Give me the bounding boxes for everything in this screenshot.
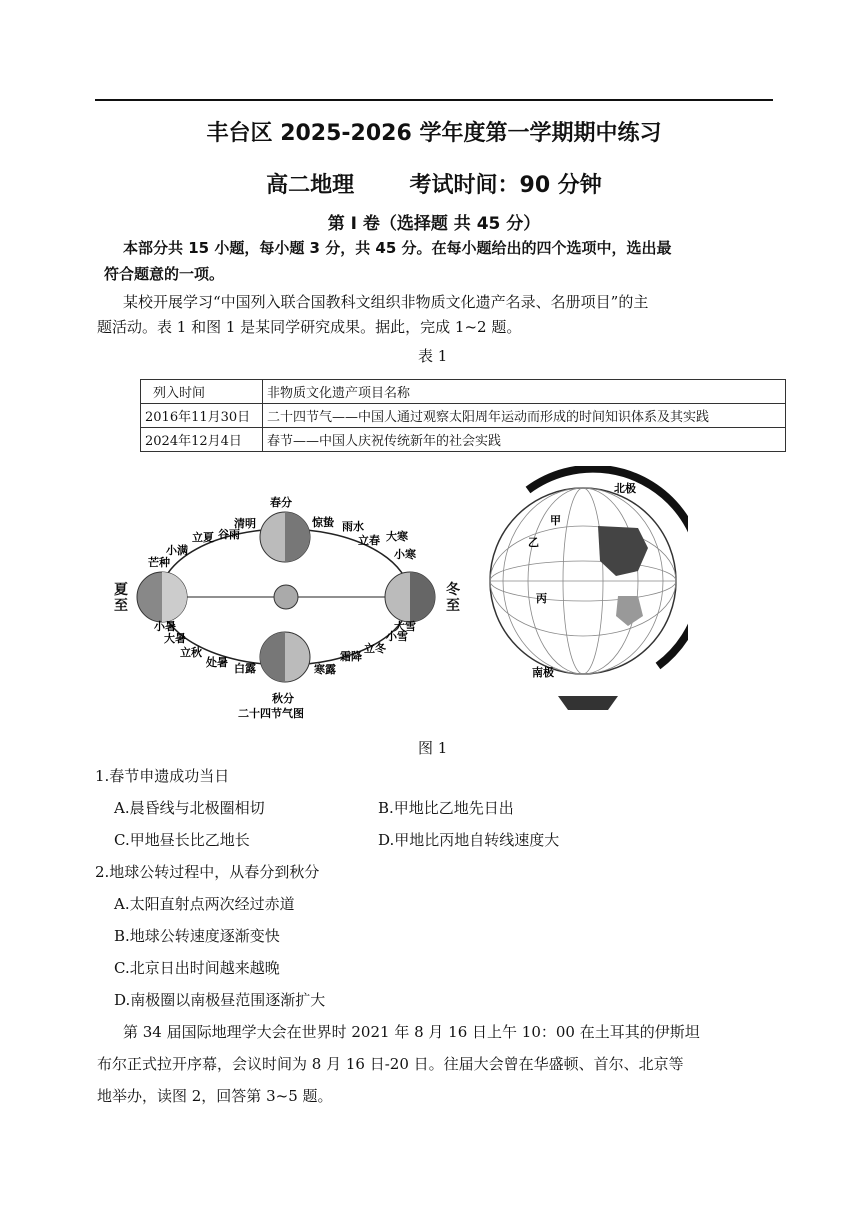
figure-caption: 图 1: [418, 739, 448, 757]
section-heading: 第 I 卷（选择题 共 45 分）: [327, 214, 541, 234]
term-qiufen: 秋分: [272, 692, 294, 705]
table-header-cell: 非物质文化遗产项目名称: [263, 380, 786, 404]
table-cell: 二十四节气——中国人通过观察太阳周年运动而形成的时间知识体系及其实践: [263, 404, 786, 428]
term-xiaoxue: 小雪: [386, 630, 408, 643]
question-1-option-a[interactable]: A.晨昏线与北极圈相切: [114, 799, 265, 817]
question-2-stem: 2.地球公转过程中，从春分到秋分: [95, 863, 320, 881]
question-1-stem: 1.春节申遗成功当日: [95, 767, 230, 785]
term-chunfen: 春分: [270, 496, 292, 509]
term-liqiu: 立秋: [180, 646, 202, 659]
earth-summer-solstice-icon: [137, 572, 187, 622]
earth-spring-equinox-icon: [260, 512, 310, 562]
table-header-cell: 列入时间: [141, 380, 263, 404]
exam-title: 丰台区 2025-2026 学年度第一学期期中练习: [206, 121, 662, 146]
header-rule: [95, 99, 773, 101]
table-cell: 2016年11月30日: [141, 404, 263, 428]
question-1-option-c[interactable]: C.甲地昼长比乙地长: [114, 831, 250, 849]
question-2-option-d[interactable]: D.南极圈以南极昼范围逐渐扩大: [114, 991, 326, 1009]
intro-line-2: 题活动。表 1 和图 1 是某同学研究成果。据此，完成 1~2 题。: [97, 318, 522, 336]
table-cell: 春节——中国人庆祝传统新年的社会实践: [263, 428, 786, 452]
exam-duration: 考试时间：90 分钟: [409, 173, 602, 198]
globe-stand: [558, 696, 618, 710]
earth-winter-solstice-icon: [385, 572, 435, 622]
term-hanlu: 寒露: [314, 663, 336, 676]
globe-north-label: 北极: [614, 482, 636, 495]
question-2-option-c[interactable]: C.北京日出时间越来越晚: [114, 959, 280, 977]
sun-icon: [274, 585, 298, 609]
term-shuangjiang: 霜降: [340, 650, 362, 663]
term-guyu: 谷雨: [218, 528, 240, 541]
passage-line-1: 第 34 届国际地理学大会在世界时 2021 年 8 月 16 日上午 10：00 在土耳其的伊斯坦: [123, 1023, 700, 1041]
question-1-option-d[interactable]: D.甲地比丙地自转线速度大: [378, 831, 560, 849]
term-xiaohan: 小寒: [394, 548, 416, 561]
table-caption: 表 1: [418, 347, 448, 365]
heritage-table: [140, 379, 786, 452]
table-row: [141, 404, 786, 428]
term-xiaoshu: 小暑: [154, 620, 176, 633]
term-chushu: 处暑: [206, 656, 228, 669]
subject-label: 高二地理: [266, 173, 355, 198]
question-1-option-b[interactable]: B.甲地比乙地先日出: [378, 799, 514, 817]
term-bailu: 白露: [234, 662, 256, 675]
globe-diagram: [488, 466, 688, 722]
question-2-option-b[interactable]: B.地球公转速度逐渐变快: [114, 927, 280, 945]
table-cell: 2024年12月4日: [141, 428, 263, 452]
term-xiaoman: 小满: [166, 544, 188, 557]
globe-yi-label: 乙: [528, 536, 539, 549]
term-daxue: 大雪: [394, 620, 416, 633]
term-lidong: 立冬: [364, 642, 386, 655]
term-jingzhe: 惊蛰: [312, 516, 334, 529]
question-2-option-a[interactable]: A.太阳直射点两次经过赤道: [114, 895, 295, 913]
earth-autumn-equinox-icon: [260, 632, 310, 682]
term-lichun: 立春: [358, 534, 380, 547]
table-header-row: [141, 380, 786, 404]
orbit-title: 二十四节气图: [238, 707, 304, 720]
globe-bing-label: 丙: [536, 592, 547, 605]
instruction-line-2: 符合题意的一项。: [104, 265, 225, 283]
term-qingming: 清明: [234, 517, 256, 530]
term-mangzhong: 芒种: [148, 556, 170, 569]
instruction-line-1: 本部分共 15 小题，每小题 3 分，共 45 分。在每小题给出的四个选项中，选出最: [123, 239, 672, 257]
solar-terms-orbit-diagram: [110, 470, 480, 730]
table-row: [141, 428, 786, 452]
passage-line-2: 布尔正式拉开序幕，会议时间为 8 月 16 日-20 日。往届大会曾在华盛顿、首尔、北京等: [97, 1055, 684, 1073]
exam-subtitle: [0, 168, 868, 199]
intro-line-1: 某校开展学习“中国列入联合国教科文组织非物质文化遗产名录、名册项目”的主: [123, 293, 649, 311]
term-lixia: 立夏: [192, 531, 214, 544]
globe-jia-label: 甲: [550, 514, 561, 527]
globe-south-label: 南极: [532, 666, 554, 679]
term-xiazhi-label: 夏 至: [114, 582, 128, 614]
term-dongzhi-label: 冬 至: [446, 582, 460, 614]
term-dashu: 大暑: [164, 632, 186, 645]
passage-line-3: 地举办，读图 2，回答第 3~5 题。: [97, 1087, 333, 1105]
term-dahan: 大寒: [386, 530, 408, 543]
term-yushui: 雨水: [342, 520, 364, 533]
